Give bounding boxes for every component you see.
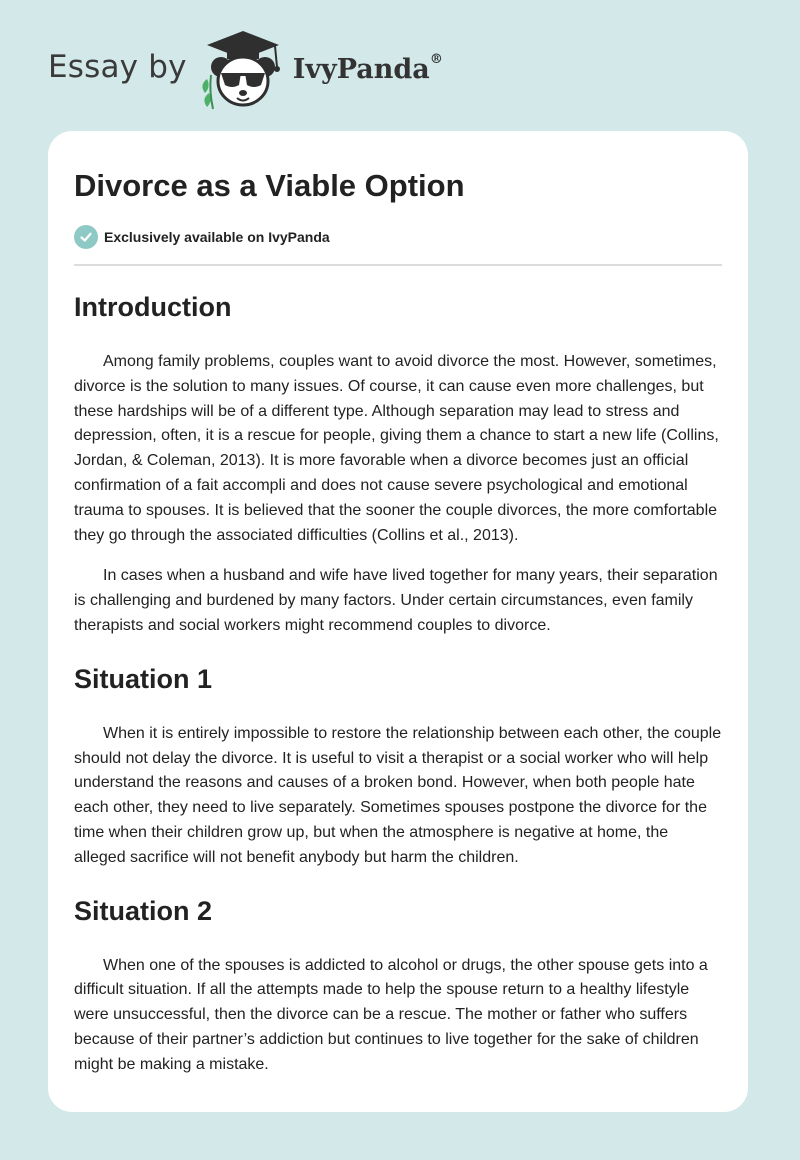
exclusive-badge — [74, 224, 722, 250]
page-title: Divorce as a Viable Option — [74, 168, 465, 203]
section-situation-2 — [74, 894, 722, 1078]
section-situation-1 — [74, 662, 722, 871]
registered-mark: ® — [429, 51, 443, 67]
section-heading: Introduction — [74, 292, 232, 322]
section-heading: Situation 1 — [74, 663, 213, 694]
exclusive-label: Exclusively available on IvyPanda — [104, 229, 330, 245]
paragraph: In cases when a husband and wife have lived together for many years, their separation is challenging and burdened by many factors. Under certain circumstances, even family therapists and social workers might recommend couples to divorce. — [74, 567, 718, 634]
site-header — [48, 30, 443, 110]
essay-card — [48, 131, 748, 1112]
brand-name[interactable]: IvyPanda® — [292, 51, 443, 85]
panda-logo-icon[interactable] — [197, 29, 289, 111]
section-heading: Situation 2 — [74, 895, 213, 926]
paragraph: When it is entirely impossible to restore the relationship between each other, the couple should not delay the divorce. It is useful to visit a therapist or a social worker who will help understand the reasons and causes of a broken bond. However, when both people hate each other, they need to live separately. Sometimes spouses postpone the divorce for the time when their children grow up, but when the atmosphere is negative at home, the alleged sacrifice will not benefit anybody but harm the children. — [74, 724, 722, 866]
check-icon — [74, 225, 98, 249]
section-introduction — [74, 290, 722, 639]
title-divider — [74, 264, 722, 266]
paragraph: Among family problems, couples want to avoid divorce the most. However, sometimes, divorce is the solution to many issues. Of course, it can cause even more challenges, but these hardships will be of a different type. Although separation may lead to stress and depression, often, it is a rescue for people, giving them a chance to start a new life (Collins, Jordan, & Coleman, 2013). It is more favorable when a divorce becomes just an official confirmation of a fait accompli and does not cause severe psychological and emotional trauma to spouses. It is believed that the sooner the couple divorces, the more comfortable they go through the associated difficulties (Collins et al., 2013). — [74, 353, 719, 544]
paragraph: When one of the spouses is addicted to alcohol or drugs, the other spouse gets into a difficult situation. If all the attempts made to help the spouse return to a healthy lifestyle were unsuccessful, then the divorce can be a rescue. The mother or father who suffers because of their partner’s addiction but continues to live together for the sake of children might be making a mistake. — [74, 956, 708, 1073]
essay-by-label: Essay by — [48, 49, 187, 85]
